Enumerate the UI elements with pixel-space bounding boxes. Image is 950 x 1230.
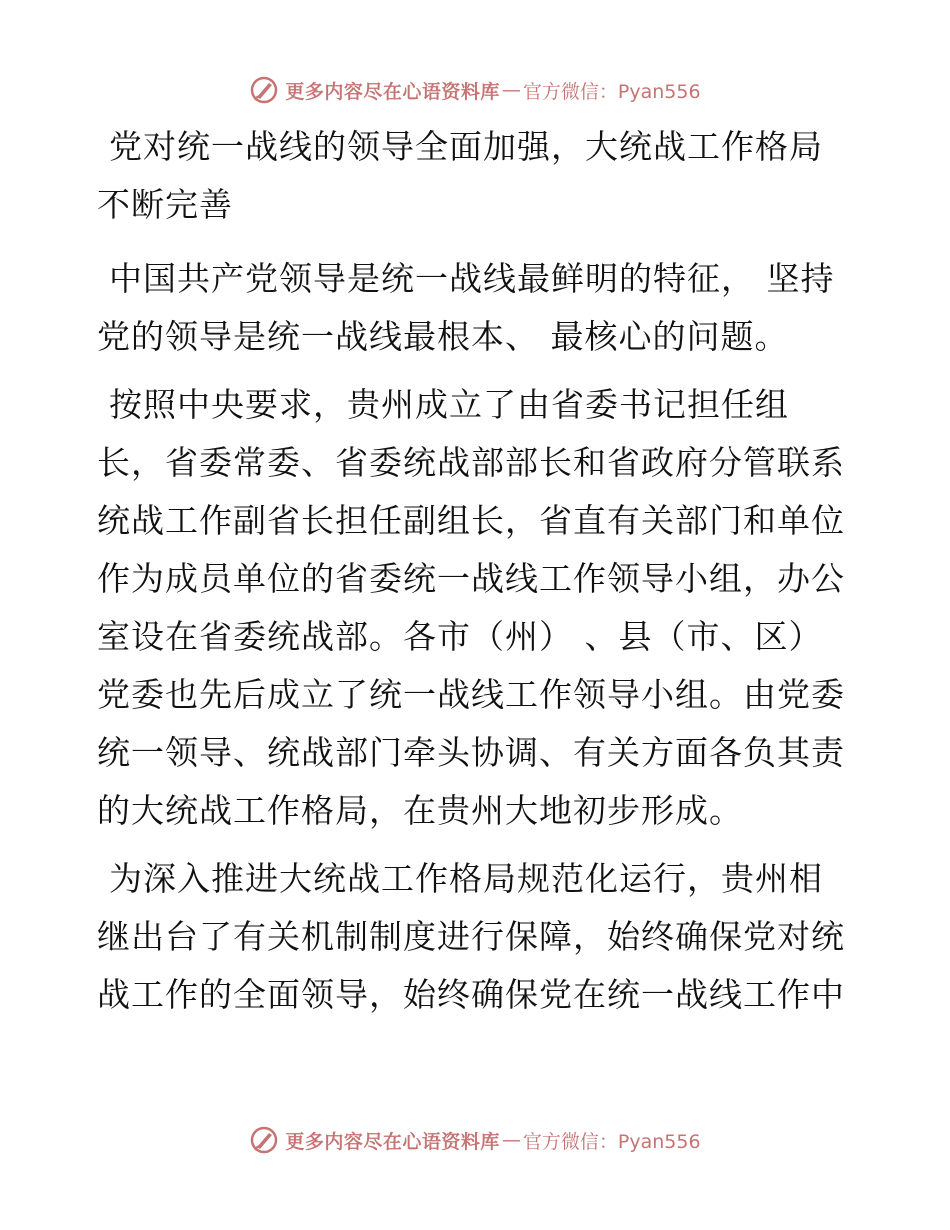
- paragraph-2: 按照中央要求，贵州成立了由省委书记担任组长，省委常委、省委统战部部长和省政府分管联系统战工作副省长担任副组长，省直有关部门和单位作为成员单位的省委统一战线工作领导小组，办公室设在省委统战部。各市（州） 、县（市、区）党委也先后成立了统一战线工作领导小组。由党委统一领导、统战部门牵头协调、有关方面各负其责的大统战工作格局，在贵州大地初步形成。: [97, 385, 845, 830]
- quill-pen-logo-icon: [249, 1125, 279, 1155]
- footer-banner: [0, 1120, 950, 1160]
- banner-contact: 官方微信：Pyan556: [522, 1130, 701, 1153]
- paragraph-3: 为深入推进大统战工作格局规范化运行，贵州相继出台了有关机制制度进行保障，始终确保党对统战工作的全面领导，始终确保党在统一战线工作中: [97, 859, 845, 1014]
- header-banner: [0, 70, 950, 110]
- banner-contact: 官方微信：Pyan556: [522, 80, 701, 103]
- banner-text: 更多内容尽在心语资料库: [285, 80, 500, 103]
- banner-text: 更多内容尽在心语资料库: [285, 1130, 500, 1153]
- banner-separator: —: [501, 1129, 521, 1151]
- document-body: [97, 118, 849, 1034]
- paragraph-1: 中国共产党领导是统一战线最鲜明的特征， 坚持党的领导是统一战线最根本、 最核心的问题。: [97, 259, 835, 356]
- section-heading: 党对统一战线的领导全面加强，大统战工作格局不断完善: [97, 127, 823, 224]
- banner-separator: —: [501, 79, 521, 101]
- quill-pen-logo-icon: [249, 75, 279, 105]
